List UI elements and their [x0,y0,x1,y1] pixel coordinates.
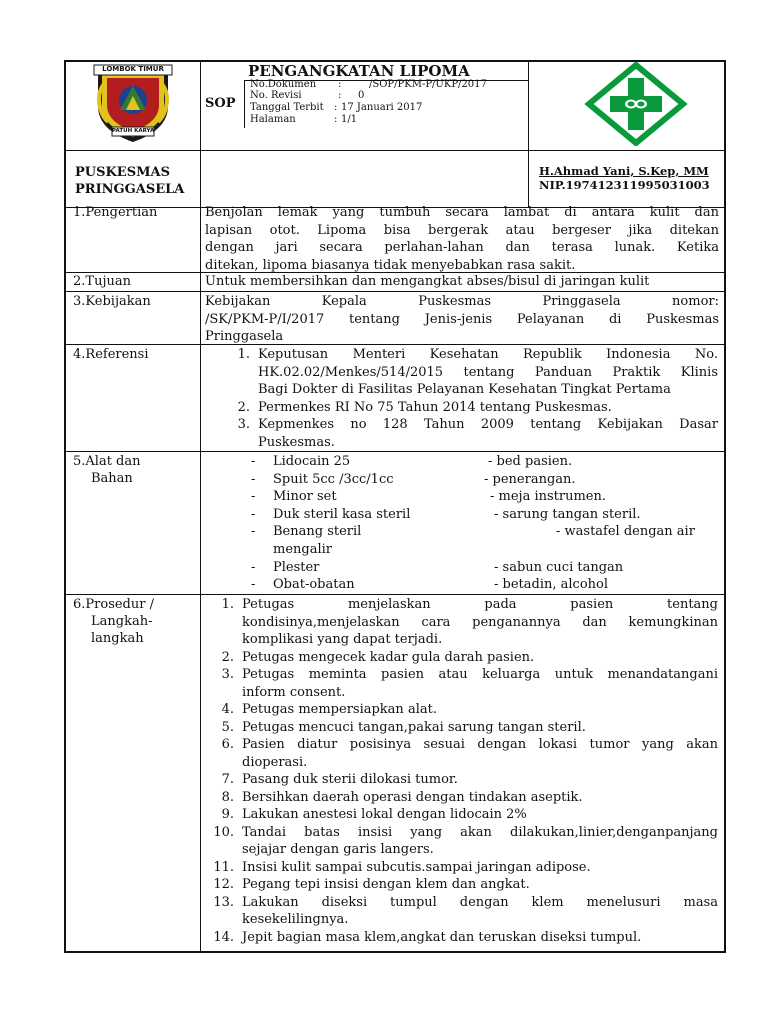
bahan-item: - meja instrumen. [490,489,606,504]
prosedur-step [204,649,718,667]
label-prosedur-line2: Langkah- [91,614,153,629]
alat-item: Duk steril kasa steril [273,507,411,522]
list-line: Petugas mencuci tangan,pakai sarung tangan steril. [242,719,586,735]
list-line: Bagi Dokter di Fasilitas Pelayanan Kesehatan Tingkat Pertama [258,382,671,397]
label-kebijakan: 3.Kebijakan [73,294,151,309]
list-line: Kepmenkes no 128 Tahun 2009 tentang Kebijakan Dasar [258,417,718,432]
header-row-line [64,150,726,151]
list-number: 1. [221,597,234,612]
alat-item: Obat-obatan [273,577,355,592]
alat-dash: - [251,454,256,469]
alat-item: Plester [273,560,320,575]
prosedur-step [204,596,718,649]
label-prosedur-line1: 6.Prosedur / [73,597,154,612]
alat-dash: - [251,489,256,504]
doc-info-label: No.Dokumen [250,79,317,90]
row-line-tujuan [64,291,726,292]
border-bottom [64,951,726,953]
list-number: 9. [221,807,234,822]
list-line: Petugas menjelaskan pada pasien tentang [242,597,718,612]
bahan-item: - bed pasien. [488,454,573,469]
list-number: 10. [213,824,234,840]
label-pengertian: 1.Pengertian [73,205,158,220]
doc-info-separator: : [334,114,338,125]
alat-dash: - [251,560,256,575]
list-number: 3. [221,667,234,682]
list-line: Pasang duk sterii dilokasi tumor. [242,772,458,787]
list-line: Keputusan Menteri Kesehatan Republik Indonesia No. [258,347,718,362]
signer-name: H.Ahmad Yani, S.Kep, MM [539,164,709,178]
list-line: komplikasi yang dapat terjadi. [242,632,443,647]
paragraph-line: /SK/PKM-P/I/2017 tentang Jenis-jenis Pelayanan di Puskesmas [205,311,719,327]
paragraph-line: ditekan, lipoma biasanya tidak menyebabkan rasa sakit. [205,257,576,273]
emblem-top-label: LOMBOK TIMUR [102,65,164,73]
referensi-item [220,346,718,399]
alat-dash: - [251,577,256,592]
emblem-bottom-label: PATUH KARYA [112,128,155,134]
org-name-line1: PUSKESMAS [75,165,170,180]
doc-info-label: No. Revisi [250,90,302,101]
signer-nip: NIP.197412311995031003 [539,178,710,192]
list-number: 2. [221,649,234,665]
puskesmas-logo [584,62,688,146]
sop-divider [244,80,245,128]
alat-item: mengalir [273,542,332,557]
list-number: 7. [221,772,234,787]
label-column-divider [200,207,201,952]
border-left [64,60,66,953]
list-number: 4. [221,702,234,717]
kebijakan-text [205,293,719,346]
alat-item: Benang steril [273,524,362,539]
list-number: 11. [213,859,234,875]
paragraph-line: dengan jari secara perlahan-lahan dan terasa lunak. Ketika [205,240,719,255]
prosedur-step [204,701,718,719]
alat-dash: - [251,472,256,487]
doc-info-value: 1/1 [341,114,358,125]
list-line: Pegang tepi insisi dengan klem dan angkat. [242,877,530,892]
paragraph-line: lapisan otot. Lipoma bisa bergerak atau bergeser jika ditekan [205,222,719,238]
label-prosedur-line3: langkah [91,631,144,646]
doc-info-separator: : [334,102,338,113]
list-number: 12. [213,877,234,892]
list-line: Petugas mengecek kadar gula darah pasien. [242,649,535,665]
list-number: 8. [221,789,234,805]
list-line: Insisi kulit sampai subcutis.sampai jaringan adipose. [242,859,591,875]
doc-info-value: 17 Januari 2017 [341,102,423,113]
referensi-item [220,399,718,417]
list-line: inform consent. [242,684,346,700]
list-number: 2. [237,399,250,415]
list-line: Jepit bagian masa klem,angkat dan teruskan diseksi tumpul. [242,929,642,945]
list-line: Lakukan diseksi tumpul dengan klem menelusuri masa [242,894,718,910]
list-line: Petugas mempersiapkan alat. [242,702,437,717]
document-title: PENGANGKATAN LIPOMA [248,62,470,80]
doc-info-value: /SOP/PKM-P/UKP/2017 [369,79,487,90]
paragraph-line: Kebijakan Kepala Puskesmas Pringgasela nomor: [205,294,719,309]
list-line: dioperasi. [242,754,308,770]
header-divider-1 [200,60,201,208]
list-number: 3. [237,417,250,432]
prosedur-step [204,824,718,859]
prosedur-step [204,876,718,894]
prosedur-step [204,719,718,737]
referensi-list [220,346,718,451]
doc-info-separator: : [338,90,342,101]
list-number: 5. [221,719,234,735]
border-right [724,60,726,953]
label-tujuan: 2.Tujuan [73,274,131,289]
list-line: Bersihkan daerah operasi dengan tindakan aseptik. [242,789,583,805]
list-line: kesekelilingnya. [242,912,349,927]
bahan-item: - betadin, alcohol [494,577,609,592]
paragraph-line: Pringgasela [205,329,284,344]
list-line: kondisinya,menjelaskan cara penganannya dan kemungkinan [242,614,718,630]
list-number: 13. [213,894,234,910]
prosedur-step [204,771,718,789]
list-line: Permenkes RI No 75 Tahun 2014 tentang Puskesmas. [258,399,612,415]
list-line: Pasien diatur posisinya sesuai dengan lokasi tumor yang akan [242,737,718,752]
tujuan-text: Untuk membersihkan dan mengangkat abses/bisul di jaringan kulit [205,274,650,289]
paragraph-line: Benjolan lemak yang tumbuh secara lambat di antara kulit dan [205,205,719,220]
list-line: Lakukan anestesi lokal dengan lidocain 2% [242,807,527,822]
prosedur-step [204,736,718,771]
doc-info-label: Tanggal Terbit [250,102,324,113]
prosedur-step [204,859,718,877]
label-alat-line1: 5.Alat dan [73,454,141,469]
prosedur-step [204,894,718,929]
row-line-alat [64,594,726,595]
alat-item: Spuit 5cc /3cc/1cc [273,472,394,487]
prosedur-step [204,789,718,807]
list-line: sejajar dengan garis langers. [242,842,434,857]
sop-label: SOP [205,96,236,111]
prosedur-list [204,596,718,946]
row-line-referensi [64,451,726,452]
pengertian-text [205,204,719,274]
doc-info-label: Halaman [250,114,296,125]
prosedur-step [204,929,718,947]
label-referensi: 4.Referensi [73,347,149,362]
list-line: Petugas meminta pasien atau keluarga untuk menandatangani [242,667,718,682]
prosedur-step [204,666,718,701]
bahan-item: - sabun cuci tangan [494,560,624,575]
header-divider-2 [528,60,529,208]
referensi-item [220,416,718,451]
bahan-item: - penerangan. [484,472,576,487]
list-number: 14. [213,929,234,945]
bahan-item: - wastafel dengan air [556,524,695,539]
bahan-item: - sarung tangan steril. [494,507,641,522]
list-number: 1. [237,347,250,362]
org-name-line2: PRINGGASELA [75,182,185,197]
list-line: HK.02.02/Menkes/514/2015 tentang Panduan Praktik Klinis [258,364,718,380]
doc-info-value: 0 [358,90,365,101]
list-line: Tandai batas insisi yang akan dilakukan,linier,denganpanjang [242,824,718,840]
doc-info-separator: : [338,79,342,90]
list-number: 6. [221,737,234,752]
alat-item: Lidocain 25 [273,454,351,469]
prosedur-step [204,806,718,824]
alat-dash: - [251,507,256,522]
alat-item: Minor set [273,489,337,504]
alat-dash: - [251,524,256,539]
list-line: Puskesmas. [258,434,335,450]
label-alat-line2: Bahan [91,471,133,486]
